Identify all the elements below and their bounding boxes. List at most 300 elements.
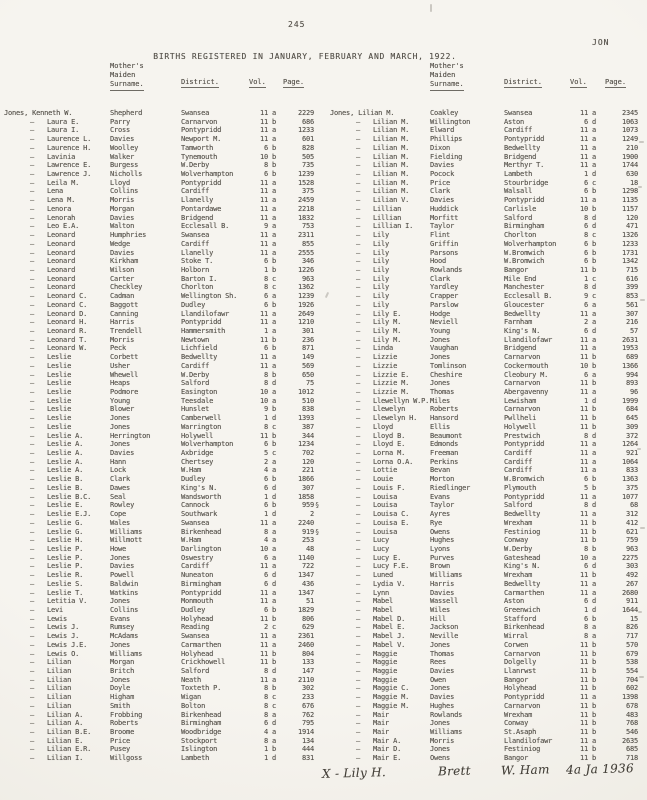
page-ref: 2555	[297, 248, 314, 257]
volume-ref: 8 d	[263, 379, 276, 388]
table-row	[4, 484, 322, 493]
volume-ref: 1 d	[263, 414, 276, 423]
entry-given-name: — Lorna M.	[330, 449, 430, 458]
column-header-district: District.	[181, 78, 219, 86]
table-row	[4, 170, 322, 179]
ditto-dash: —	[356, 196, 361, 205]
table-row	[330, 301, 642, 310]
volume-ref: 11 b	[579, 265, 596, 274]
page-ref: 2218	[297, 204, 314, 213]
page-number: 245	[288, 20, 306, 29]
mother-maiden-surname: Wiles	[430, 605, 451, 614]
table-row	[330, 589, 642, 598]
table-row	[4, 475, 322, 484]
ditto-dash: —	[30, 597, 35, 606]
table-row	[4, 440, 322, 449]
entry-given-name: — Maggie M.	[330, 702, 430, 711]
mother-maiden-surname: Clark	[110, 475, 131, 484]
registration-district: Birkenhead	[504, 623, 545, 632]
mother-maiden-surname: Clark	[430, 187, 451, 196]
registration-district: Swansea	[181, 632, 210, 641]
mother-maiden-surname: Jones	[430, 719, 451, 728]
ditto-dash: —	[30, 405, 35, 414]
entry-given-name: — Lynn	[330, 589, 430, 598]
ditto-dash: —	[30, 475, 35, 484]
scan-speck	[430, 4, 432, 12]
volume-ref: 6 d	[583, 117, 596, 126]
table-row	[4, 327, 322, 336]
volume-ref: 11 a	[259, 353, 276, 362]
mother-maiden-surname: Neviell	[430, 318, 459, 327]
mother-maiden-surname: Heaps	[110, 379, 131, 388]
page-ref: 510	[301, 396, 314, 405]
registration-district: Aston	[504, 117, 525, 126]
registration-district: St.Asaph	[504, 728, 537, 737]
table-row	[4, 397, 322, 406]
table-row	[4, 118, 322, 127]
volume-ref: 6 d	[583, 597, 596, 606]
ditto-dash: —	[356, 701, 361, 710]
scan-speck	[638, 186, 642, 188]
table-row	[4, 388, 322, 397]
table-row	[4, 109, 322, 118]
page-ref: 911	[625, 597, 638, 606]
table-row	[4, 719, 322, 728]
table-row	[4, 414, 322, 423]
entry-given-name: — Lilian	[4, 658, 108, 667]
volume-ref: 2 a	[583, 318, 596, 327]
table-row	[4, 562, 322, 571]
registration-district: W.Ham	[181, 466, 202, 475]
handwritten-district: W. Ham	[500, 762, 550, 778]
volume-ref: 11 b	[579, 379, 596, 388]
table-row	[315, 527, 642, 537]
volume-ref: 1 d	[583, 396, 596, 405]
registration-district: Cardiff	[504, 126, 533, 135]
ditto-dash: —	[30, 126, 35, 135]
entry-given-name: — Lillian I.	[330, 222, 430, 231]
table-row	[4, 371, 322, 380]
page-ref: 1233	[621, 239, 638, 248]
ditto-dash: —	[30, 728, 35, 737]
table-row	[4, 249, 322, 258]
table-row	[4, 737, 322, 746]
registration-district: Bangor	[504, 675, 529, 684]
page-ref: 702	[301, 449, 314, 458]
table-row	[4, 466, 322, 475]
page-ref: 492	[625, 571, 638, 580]
page-ref: 2229	[297, 109, 314, 117]
entry-given-name: — Lucy F.E.	[330, 562, 430, 571]
mother-maiden-surname: Willington	[430, 117, 471, 126]
volume-ref: 11 b	[579, 536, 596, 545]
entry-given-name: — Lewis J.	[4, 623, 108, 632]
table-row	[330, 231, 642, 240]
column-header-maiden-surname	[430, 62, 464, 91]
registration-district: Holyhead	[504, 684, 537, 693]
volume-ref: 8 d	[583, 213, 596, 222]
registration-district: Swansea	[181, 109, 210, 117]
volume-ref: 11 a	[579, 152, 596, 161]
volume-ref: 8 b	[263, 370, 276, 379]
registration-district: Chertsey	[181, 457, 214, 466]
entry-given-name: — Maggie C.	[330, 684, 430, 693]
ditto-dash: —	[30, 353, 35, 362]
page-ref: 1363	[621, 475, 638, 484]
mother-maiden-surname: Miles	[430, 396, 451, 405]
table-row	[330, 144, 642, 153]
registration-district: Axbridge	[181, 449, 214, 458]
ditto-dash: —	[356, 143, 361, 152]
volume-ref: 11 a	[579, 510, 596, 519]
ditto-dash: —	[30, 239, 35, 248]
ditto-dash: —	[356, 553, 361, 562]
ditto-dash: —	[30, 396, 35, 405]
mother-maiden-surname: Jones	[110, 597, 131, 606]
entry-given-name: — Maggie	[330, 658, 430, 667]
entry-given-name: — Leslie P.	[4, 554, 108, 563]
entry-given-name: — Lilian M.	[330, 187, 430, 196]
ditto-dash: —	[356, 640, 361, 649]
ditto-dash: —	[30, 152, 35, 161]
entry-given-name: — Lenora	[4, 205, 108, 214]
entry-given-name: — Lizzie E.	[330, 371, 430, 380]
ditto-dash: —	[30, 527, 35, 536]
table-row	[330, 353, 642, 362]
table-row	[330, 615, 642, 624]
volume-ref: 11 a	[579, 579, 596, 588]
ditto-dash: —	[356, 710, 361, 719]
mother-maiden-surname: Jones	[110, 440, 131, 449]
registration-district: King's N.	[504, 326, 541, 335]
table-row	[4, 301, 322, 310]
page-ref: 1829	[297, 605, 314, 614]
table-row	[4, 449, 322, 458]
volume-ref: 6 b	[583, 187, 596, 196]
registration-district: Bedwellty	[504, 143, 541, 152]
registration-district: Pontypridd	[504, 440, 545, 449]
column-header-page: Page.	[283, 78, 305, 86]
header-line: Maiden	[430, 71, 456, 79]
entry-given-name: — Luned	[330, 571, 430, 580]
entry-given-name: — Leonard	[4, 231, 108, 240]
ditto-dash: —	[30, 483, 35, 492]
ditto-dash: —	[356, 248, 361, 257]
ditto-dash: —	[30, 518, 35, 527]
registration-district: Wandsworth	[181, 492, 222, 501]
volume-ref: 6 a	[263, 292, 276, 301]
ditto-dash: —	[356, 213, 361, 222]
entry-given-name: — Leonard	[4, 283, 108, 292]
volume-ref: 8 c	[263, 701, 276, 710]
ditto-dash: —	[356, 605, 361, 614]
mother-maiden-surname: Davies	[110, 248, 135, 257]
entry-given-name: — Leslie B.	[4, 475, 108, 484]
page-ref: 344	[301, 431, 314, 440]
entry-given-name: — Leslie S.	[4, 580, 108, 589]
page-ref: 210	[625, 143, 638, 152]
table-row	[330, 126, 642, 135]
volume-ref: 11 a	[259, 213, 276, 222]
entry-given-name: — Laura E.	[4, 118, 108, 127]
volume-ref: 6 b	[583, 248, 596, 257]
registration-district: Merthyr T.	[504, 161, 545, 170]
mother-maiden-surname: Jones	[430, 640, 451, 649]
entry-given-name: — Lilian B.E.	[4, 728, 108, 737]
registration-district: W.Ham	[181, 536, 202, 545]
registration-district: Salford	[504, 501, 533, 510]
entry-given-name: — Lily	[330, 275, 430, 284]
ditto-dash: —	[30, 701, 35, 710]
registration-district: Birmingham	[181, 579, 222, 588]
entry-given-name: — Lily	[330, 292, 430, 301]
volume-ref: 6 b	[263, 344, 276, 353]
ditto-dash: —	[356, 274, 361, 283]
ditto-dash: —	[30, 170, 35, 179]
ditto-dash: —	[30, 414, 35, 423]
registration-district: Llanelly	[181, 196, 214, 205]
mother-maiden-surname: Seal	[110, 492, 127, 501]
mother-maiden-surname: Williams	[110, 527, 143, 536]
volume-ref: 11 a	[259, 109, 276, 117]
entry-given-name: — Lillian	[330, 205, 430, 214]
table-row	[4, 222, 322, 231]
volume-ref: 6 d	[583, 326, 596, 335]
volume-ref: 10 b	[579, 204, 596, 213]
volume-ref: 6 a	[263, 553, 276, 562]
mother-maiden-surname: Checkley	[110, 283, 143, 292]
entry-given-name: — Leslie	[4, 423, 108, 432]
volume-ref: 11 a	[259, 187, 276, 196]
ditto-dash: —	[356, 222, 361, 231]
page-ref: 1866	[297, 475, 314, 484]
mother-maiden-surname: Collins	[110, 187, 139, 196]
table-row	[330, 562, 642, 571]
entry-given-name: — Lily	[330, 301, 430, 310]
page-ref: 120	[625, 213, 638, 222]
page-ref: 483	[625, 710, 638, 719]
page-ref: 538	[625, 658, 638, 667]
table-row	[4, 702, 322, 711]
table-row	[330, 623, 642, 632]
page-ref: 57	[629, 326, 638, 335]
table-row	[4, 510, 322, 519]
entry-given-name: — Lily	[330, 240, 430, 249]
volume-ref: 6 d	[263, 483, 276, 492]
entry-given-name: — Leonard R.	[4, 327, 108, 336]
ditto-dash: —	[30, 274, 35, 283]
page-ref: 676	[301, 701, 314, 710]
registration-district: Greenwich	[504, 605, 541, 614]
volume-ref: 11 b	[259, 614, 276, 623]
ditto-dash: —	[30, 370, 35, 379]
entry-given-name: — Louisa	[330, 501, 430, 510]
registration-district: Swansea	[504, 109, 533, 117]
ditto-dash: —	[356, 667, 361, 675]
page-ref: 679	[625, 649, 638, 658]
page-ref: 96	[629, 388, 638, 396]
page-ref: 1914	[297, 728, 314, 737]
page-ref: 833	[625, 466, 638, 475]
page-ref: 2240	[297, 518, 314, 527]
section-marker: §	[315, 501, 320, 510]
mother-maiden-surname: Dawes	[110, 483, 131, 492]
page-ref: 871	[301, 344, 314, 353]
table-row	[330, 554, 642, 563]
ditto-dash: —	[356, 449, 361, 458]
mother-maiden-surname: Freeman	[430, 449, 459, 458]
entry-given-name: — Leslie G.	[4, 519, 108, 528]
registration-district: Teesdale	[181, 396, 214, 405]
volume-ref: 6 c	[583, 178, 596, 187]
mother-maiden-surname: Jones	[110, 675, 131, 684]
table-row	[330, 388, 642, 397]
ditto-dash: —	[356, 588, 361, 597]
volume-ref: 6 d	[263, 719, 276, 728]
entry-given-name: — Leslie	[4, 371, 108, 380]
table-row	[4, 153, 322, 162]
table-row	[330, 466, 642, 475]
mother-maiden-surname: McAdams	[110, 632, 139, 641]
registration-district: Hammersmith	[181, 326, 226, 335]
volume-ref: 11 a	[579, 388, 596, 396]
entry-given-name: — Lawrence E.	[4, 161, 108, 170]
table-row	[330, 458, 642, 467]
entry-given-name: — Lucy	[330, 545, 430, 554]
table-row	[330, 327, 642, 336]
registration-district: Ecclesall B.	[181, 222, 230, 231]
mother-maiden-surname: Baldwin	[110, 579, 139, 588]
volume-ref: 11 a	[579, 344, 596, 353]
entry-given-name: — Lizzie M.	[330, 379, 430, 388]
table-row	[330, 580, 642, 589]
entry-given-name: — Lilian V.	[330, 196, 430, 205]
table-row	[330, 292, 642, 301]
page-ref: 561	[625, 300, 638, 309]
registration-district: Bridgend	[504, 344, 537, 353]
registration-district: Holyhead	[181, 614, 214, 623]
mother-maiden-surname: Usher	[110, 361, 131, 370]
page-ref: 133	[301, 658, 314, 667]
entry-given-name: — Lucy	[330, 536, 430, 545]
entry-given-name: — Leslie	[4, 397, 108, 406]
ditto-dash: —	[356, 579, 361, 588]
entry-given-name: — Lena M.	[4, 196, 108, 205]
table-row	[4, 379, 322, 388]
mother-maiden-surname: Jones	[110, 640, 131, 649]
ditto-dash: —	[356, 292, 361, 301]
volume-ref: 2 c	[263, 623, 276, 632]
page-ref: 399	[625, 283, 638, 292]
table-row	[330, 711, 642, 720]
volume-ref: 2 a	[263, 457, 276, 466]
page-ref: 307	[301, 483, 314, 492]
page-ref: 216	[625, 318, 638, 327]
table-row	[330, 135, 642, 144]
registration-district: Corwen	[504, 640, 529, 649]
page-ref: 963	[301, 274, 314, 283]
page-ref: 855	[301, 239, 314, 248]
registration-district: Bangor	[504, 265, 529, 274]
mother-maiden-surname: Lock	[110, 466, 127, 475]
ditto-dash: —	[356, 126, 361, 135]
table-row	[4, 344, 322, 353]
volume-ref: 11 a	[259, 126, 276, 135]
entry-given-name: — Lilian A.	[4, 711, 108, 720]
ditto-dash: —	[356, 379, 361, 388]
ditto-dash: —	[356, 562, 361, 571]
ditto-dash: —	[30, 361, 35, 370]
table-row	[330, 414, 642, 423]
table-row	[330, 405, 642, 414]
ditto-dash: —	[30, 745, 35, 754]
entry-given-name: — Lloyd E.	[330, 440, 430, 449]
table-row	[4, 275, 322, 284]
entry-given-name: — Leslie	[4, 414, 108, 423]
mother-maiden-surname: Bevan	[430, 466, 451, 475]
ditto-dash: —	[356, 719, 361, 728]
mother-maiden-surname: Davies	[430, 588, 455, 597]
page-ref: 120	[301, 457, 314, 466]
entry-given-name: — Leonard	[4, 257, 108, 266]
volume-ref: 10 a	[579, 553, 596, 562]
mother-maiden-surname: Hughes	[430, 536, 455, 545]
table-row	[4, 179, 322, 188]
ditto-dash: —	[356, 658, 361, 667]
page-ref: 372	[625, 431, 638, 440]
table-row	[330, 545, 642, 554]
volume-ref: 11 a	[259, 239, 276, 248]
volume-ref: 11 a	[579, 335, 596, 344]
page-ref: 1239	[297, 170, 314, 179]
volume-ref: 10 b	[259, 152, 276, 161]
ditto-dash: —	[356, 501, 361, 510]
ditto-dash: —	[356, 693, 361, 702]
entry-given-name: — Lloyd B.	[330, 432, 430, 441]
entry-given-name: — Leslie T.	[4, 589, 108, 598]
volume-ref: 11 a	[579, 135, 596, 144]
volume-ref: 11 b	[579, 684, 596, 693]
table-row	[4, 283, 322, 292]
entry-given-name: — Lilian I.	[4, 754, 108, 763]
entry-given-name: Jones, Lilian M.	[330, 109, 395, 117]
mother-maiden-surname: Edmonds	[430, 440, 459, 449]
volume-ref: 1 c	[583, 274, 596, 283]
table-row	[330, 153, 642, 162]
ditto-dash: —	[356, 257, 361, 266]
mother-maiden-surname: Cadman	[110, 292, 135, 301]
registration-district: W.Derby	[181, 161, 210, 170]
page-ref: 303	[625, 562, 638, 571]
registration-district: Wrexham	[504, 518, 533, 527]
header-line: Mother's	[430, 62, 464, 70]
volume-ref: 11 a	[579, 126, 596, 135]
page-ref: 51	[305, 597, 314, 606]
entry-given-name: — Leo E.A.	[4, 222, 108, 231]
entry-given-name: — Lilian E.R.	[4, 745, 108, 754]
registration-district: Wolverhampton	[181, 170, 234, 179]
mother-maiden-surname: Purves	[430, 553, 455, 562]
registration-district: Warrington	[181, 422, 222, 431]
registration-district: Llandilofawr	[181, 309, 230, 318]
ditto-dash: —	[356, 170, 361, 179]
ditto-dash: —	[356, 684, 361, 693]
registration-district: Wrexham	[504, 571, 533, 580]
entry-given-name: — Lilian	[4, 684, 108, 693]
mother-maiden-surname: Wilson	[110, 265, 135, 274]
table-row	[330, 283, 642, 292]
registration-district: W.Bromwich	[504, 248, 545, 257]
